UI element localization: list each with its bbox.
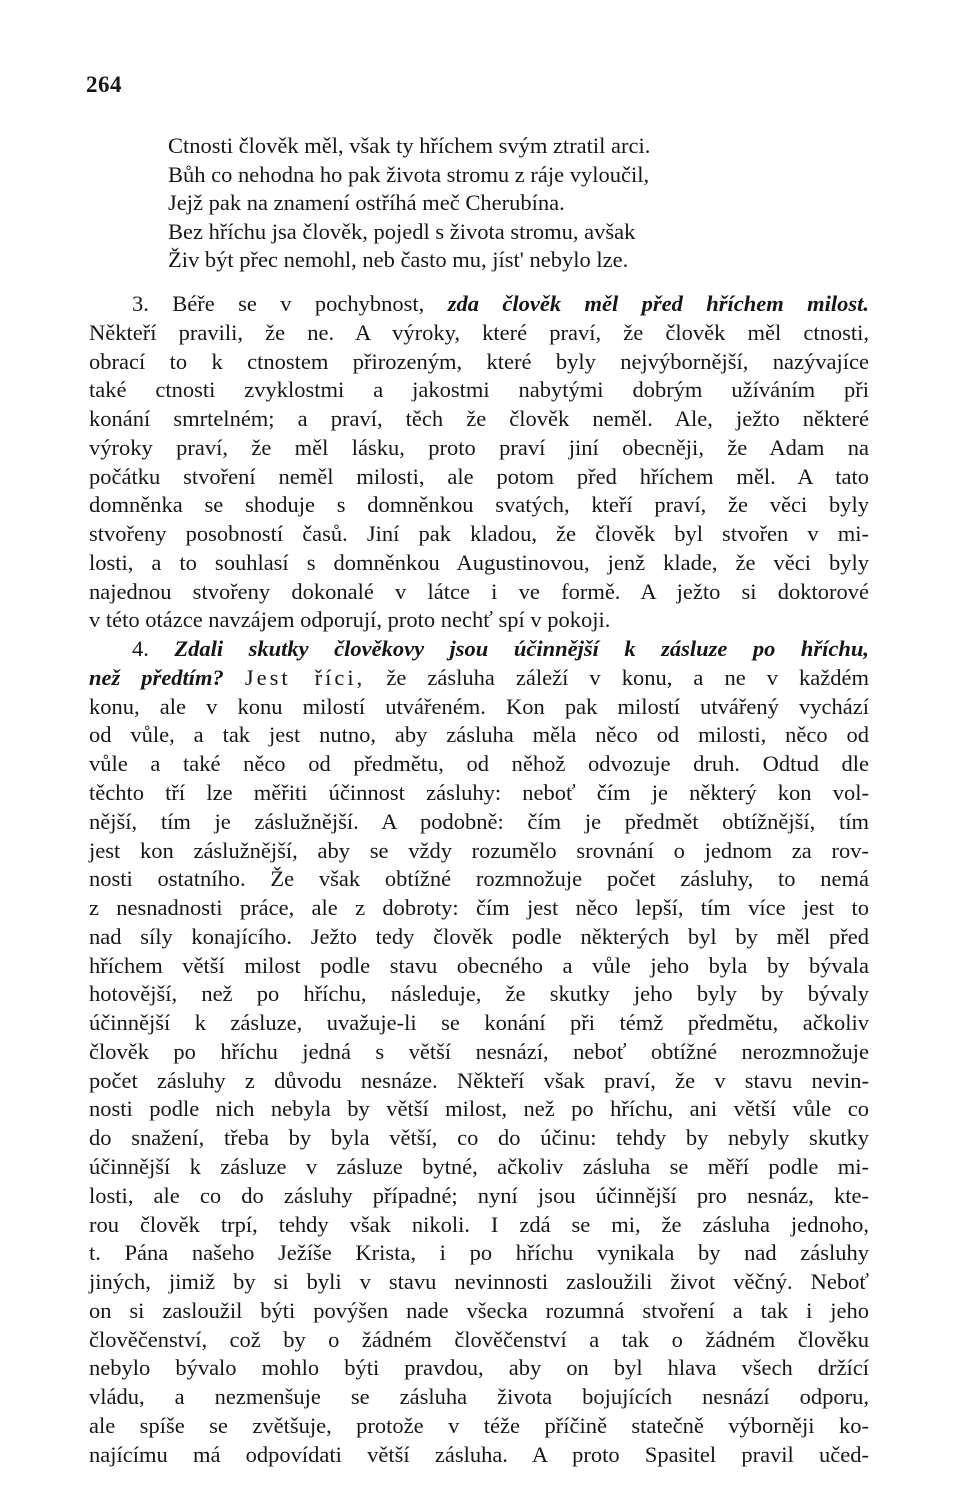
text-run: že zásluha záleží v konu, a ne v každém [386, 664, 870, 690]
text-line: vůle a také něco od předmětu, od něhož odvozuje druh. Odtud dle [89, 751, 869, 777]
text-line: obrací to k ctnostem přirozeným, které byly nejvýbornější, nazývajíce [89, 348, 869, 374]
text-line: rou člověk trpí, tehdy však nikoli. I zdá se mi, že zásluha jednoho, [89, 1211, 869, 1237]
body-text [89, 290, 869, 1469]
text-line: počet zásluhy z důvodu nesnáze. Někteří však praví, že v stavu nevin- [89, 1067, 869, 1093]
verse-line: Jejž pak na znamení ostříhá meč Cherubína. [168, 190, 565, 216]
text-line: konu, ale v konu milostí utvářeném. Kon pak milostí utvářený vychází [89, 693, 869, 719]
text-line: člověčenství, což by o žádném člověčenství a tak o žádném člověku [89, 1326, 869, 1352]
text-line: do snažení, třeba by byla větší, co do účinu: tehdy by nebyly skutky [89, 1125, 869, 1151]
text-line: najednou stvořeny dokonalé v látce i ve formě. A ježto si doktorové [89, 578, 869, 604]
section-4-heading-line [89, 635, 869, 664]
text-line: nější, tím je záslužnější. A podobně: čím je předmět obtížnější, tím [89, 808, 869, 834]
text-line: počátku stvoření neměl milosti, ale potom před hříchem měl. A tato [89, 463, 869, 489]
verse-block [168, 132, 888, 275]
text-line: ale spíše se zvětšuje, protože v téže příčině statečně výborněji ko- [89, 1412, 869, 1438]
text-line: výroky praví, že měl lásku, proto praví jiní obecněji, že Adam na [89, 434, 869, 460]
text-line: také ctnosti zvyklostmi a jakostmi nabytými dobrým užíváním při [89, 377, 869, 403]
spaced-phrase: Jest říci, [244, 664, 366, 690]
section-title: Zdali skutky člověkovy jsou účinnější k zásluze po hříchu, [174, 636, 869, 662]
verse-line: Živ být přec nemohl, neb často mu, jíst' nebylo lze. [168, 247, 629, 273]
verse-line: Ctnosti člověk měl, však ty hříchem svým ztratil arci. [168, 133, 651, 158]
text-line: konání smrtelném; a praví, těch že člověk neměl. Ale, ježto některé [89, 406, 869, 432]
text-line: stvořeny posobností časů. Jiní pak kladou, že člověk byl stvořen v mi- [89, 521, 869, 547]
text-line: Někteří pravili, že ne. A výroky, které praví, že člověk měl ctnosti, [89, 319, 869, 345]
section-number: 3. [132, 291, 149, 316]
section-3-heading-line [89, 290, 869, 319]
text-line: domněnka se shoduje s domněnkou svatých, kteří praví, že věci byly [89, 492, 869, 518]
section-number: 4. [132, 636, 149, 662]
text-line: těchto tří lze měřiti účinnost zásluhy: neboť čím je některý kon vol- [89, 780, 869, 806]
text-line: účinnější k zásluze, uvažuje-li se konání při témž předmětu, ačkoliv [89, 1010, 869, 1036]
text-line: v této otázce navzájem odporují, proto nechť spí v pokoji. [89, 607, 611, 633]
text-line: losti, a to souhlasí s domněnkou Augustinovou, jenž klade, že věci byly [89, 549, 869, 575]
section-title: než předtím? [89, 664, 224, 690]
text-line: z nesnadnosti práce, ale z dobroty: čím jest něco lepší, tím více jest to [89, 895, 869, 921]
text-line: najícímu má odpovídati větší zásluha. A proto Spasitel pravil učed- [89, 1441, 869, 1467]
verse-line: Bez hříchu jsa člověk, pojedl s života stromu, avšak [168, 218, 636, 244]
text-line: t. Pána našeho Ježíše Krista, i po hříchu vynikala by nad zásluhy [89, 1240, 869, 1266]
text-line: člověk po hříchu jedná s větší nesnází, neboť obtížné nerozmnožuje [89, 1038, 869, 1064]
text-line: nebylo bývalo mohlo býti pravdou, aby on byl hlava všech držící [89, 1355, 869, 1381]
section-4-title-continuation [89, 664, 869, 693]
text-line: od vůle, a tak jest nutno, aby zásluha měla něco od milosti, něco od [89, 722, 869, 748]
section-lead: Béře se v pochybnost, [172, 291, 425, 316]
text-line: on si zasloužil býti povýšen nade všecka rozumná stvoření a tak i jeho [89, 1297, 869, 1323]
text-line: nosti ostatního. Že však obtížné rozmnožuje počet zásluhy, to nemá [89, 866, 869, 892]
verse-line: Bůh co nehodna ho pak života stromu z ráje vyloučil, [168, 161, 650, 187]
text-line: jest kon záslužnější, aby se vždy rozumělo srovnání o jednom za rov- [89, 837, 869, 863]
text-line: hotovější, než po hříchu, následuje, že skutky jeho byly by bývaly [89, 981, 869, 1007]
text-line: hříchem větší milost podle stavu obecného a vůle jeho byla by bývala [89, 952, 869, 978]
text-line: účinnější k zásluze v zásluze bytné, ačkoliv zásluha se měří podle mi- [89, 1153, 869, 1179]
text-line: losti, ale co do zásluhy případné; nyní jsou účinnější pro nesnáz, kte- [89, 1182, 869, 1208]
text-line: vládu, a nezmenšuje se zásluha života bojujících nesnází odporu, [89, 1384, 869, 1410]
text-line: nosti podle nich nebyla by větší milost, než po hříchu, ani větší vůle co [89, 1096, 869, 1122]
page-number: 264 [86, 72, 122, 97]
text-line: jiných, jimiž by si byli v stavu nevinnosti zasloužili život věčný. Neboť [89, 1269, 869, 1295]
section-title: zda člověk měl před hříchem milost. [447, 291, 870, 316]
text-line: nad síly konajícího. Ježto tedy člověk podle některých byl by měl před [89, 923, 869, 949]
